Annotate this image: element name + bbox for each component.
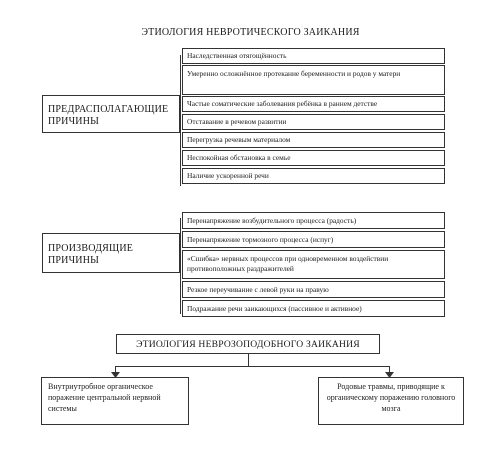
predisposing-bracket-line	[180, 55, 181, 186]
predisposing-item: Наследственная отягощённость	[182, 48, 445, 64]
producing-item: Подражание речи заикающихся (пассивное и активное)	[182, 300, 445, 317]
neurotic-stuttering-title: ЭТИОЛОГИЯ НЕВРОТИЧЕСКОГО ЗАИКАНИЯ	[141, 27, 360, 38]
predisposing-label: ПРЕДРАСПОЛАГАЮЩИЕ ПРИЧИНЫ	[48, 104, 169, 127]
connector-horizontal	[115, 366, 390, 367]
predisposing-item: Умеренно осложнённое протекание беременности и родов у матери	[182, 65, 445, 95]
producing-item: «Сшибка» нервных процессов при одновременном воздействии противоположных раздражителей	[182, 250, 445, 279]
predisposing-item: Неспокойная обстановка в семье	[182, 150, 445, 166]
producing-bracket-line	[180, 218, 181, 314]
producing-item: Резкое переучивание с левой руки на правую	[182, 281, 445, 298]
predisposing-item: Отставание в речевом развитии	[182, 114, 445, 130]
producing-item: Перенапряжение возбудительного процесса (радость)	[182, 212, 445, 229]
producing-label: ПРОИЗВОДЯЩИЕ ПРИЧИНЫ	[48, 243, 134, 266]
predisposing-item: Наличие ускоренной речи	[182, 168, 445, 184]
birth-trauma-box: Родовые травмы, приводящие к органическому поражению головного мозга	[318, 377, 464, 425]
connector-vertical	[248, 354, 249, 366]
neurosis-like-stuttering-title: ЭТИОЛОГИЯ НЕВРОЗОПОДОБНОГО ЗАИКАНИЯ	[116, 334, 380, 354]
predisposing-item: Частые соматические заболевания ребёнка в раннем детстве	[182, 96, 445, 112]
intrauterine-lesion-box: Внутриутробное органическое поражение центральной нервной системы	[41, 377, 189, 425]
producing-item: Перенапряжение тормозного процесса (испуг)	[182, 231, 445, 248]
predisposing-item: Перегрузка речевым материалом	[182, 132, 445, 148]
